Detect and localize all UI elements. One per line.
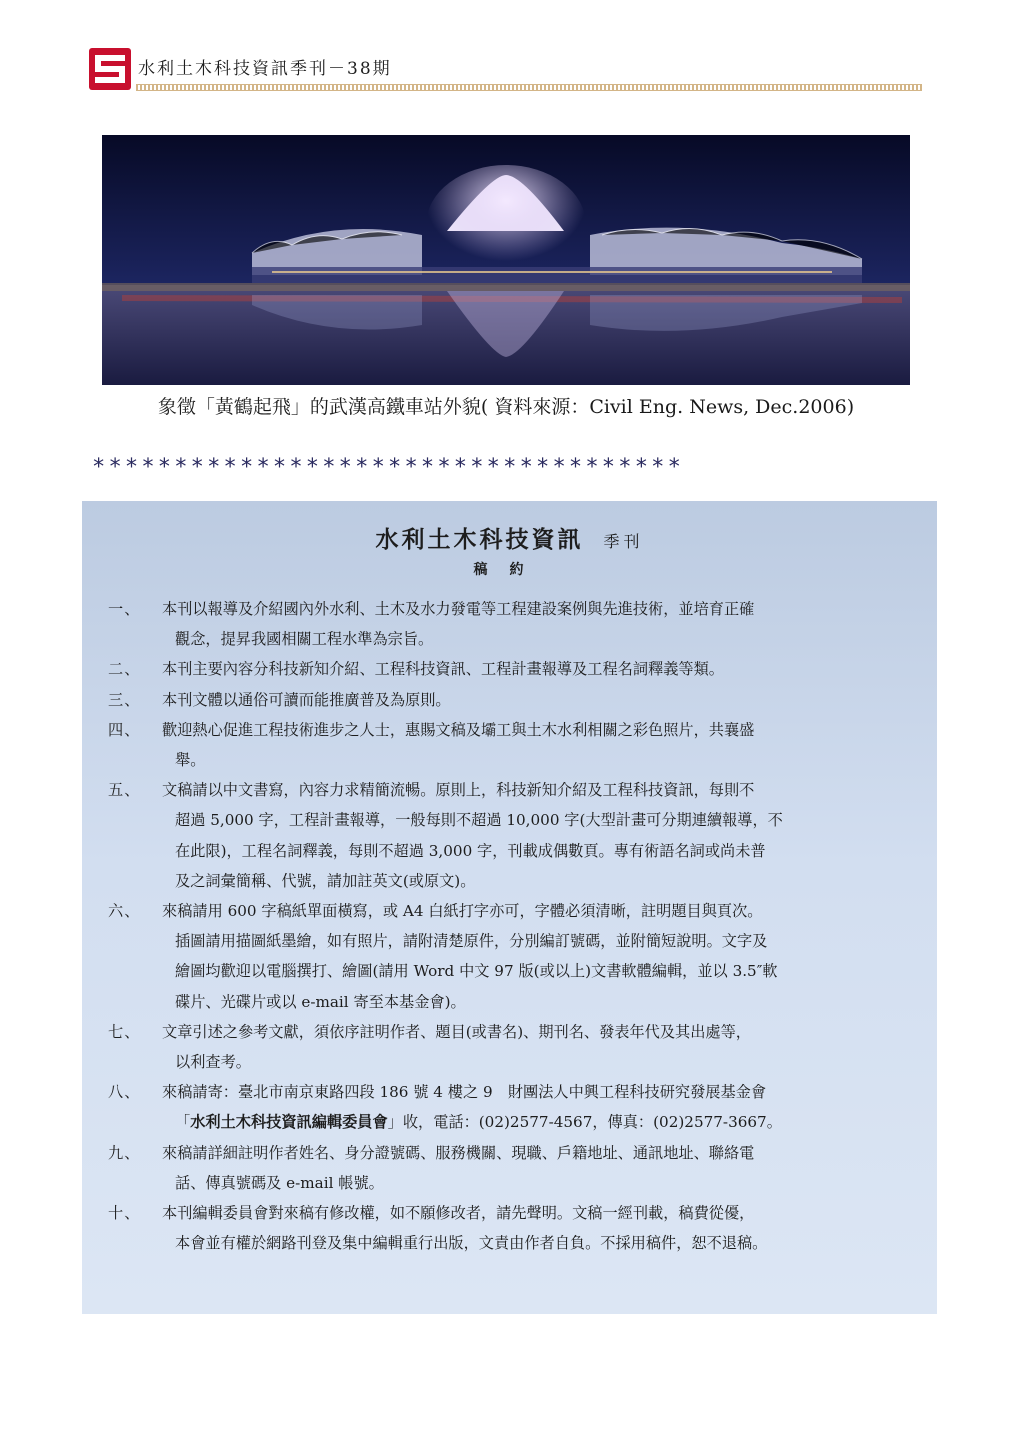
guideline-number: 七、 (108, 1022, 141, 1041)
guideline-item-3 (108, 685, 922, 715)
asterisk-separator: ************************************ (92, 455, 685, 480)
guideline-text: 碟片、光碟片或以 e-mail 寄至本基金會)。 (175, 992, 466, 1011)
contact-numbers: 」收，電話：(02)2577-4567，傳真：(02)2577-3667。 (387, 1113, 782, 1132)
quote-open: 「 (175, 1113, 191, 1132)
guideline-text: 文章引述之參考文獻，須依序註明作者、題目(或書名)、期刊名、發表年代及其出處等， (162, 1022, 751, 1041)
guideline-number: 九、 (108, 1143, 141, 1162)
panel-title (82, 521, 937, 554)
guideline-item-10 (108, 1198, 922, 1258)
guideline-text: 歡迎熱心促進工程技術進步之人士，惠賜文稿及壩工與土木水利相關之彩色照片，共襄盛 (162, 720, 755, 739)
guideline-text: 本刊文體以通俗可讀而能推廣普及為原則。 (162, 690, 451, 709)
guideline-text: 來稿請詳細註明作者姓名、身分證號碼、服務機關、現職、戶籍地址、通訊地址、聯絡電 (162, 1143, 755, 1162)
guideline-text: 來稿請用 600 字稿紙單面橫寫，或 A4 白紙打字亦可，字體必須清晰，註明題目與頁次。 (162, 902, 763, 921)
guideline-number: 十、 (108, 1204, 141, 1223)
guideline-text: 超過 5,000 字，工程計畫報導，一般每則不超過 10,000 字(大型計畫可分期連續報導，不 (175, 811, 783, 830)
guideline-number: 八、 (108, 1083, 141, 1102)
journal-title: 水利土木科技資訊季刊－38期 (138, 59, 392, 79)
panel-title-suffix: 季刊 (603, 532, 644, 551)
photo-caption: 象徵「黃鶴起飛」的武漢高鐵車站外貌( 資料來源：Civil Eng. News, Dec.2006) (157, 396, 855, 418)
guideline-item-9 (108, 1138, 922, 1198)
guideline-text: 以利查考。 (175, 1053, 251, 1072)
guideline-item-8 (108, 1077, 922, 1137)
guideline-list (108, 594, 922, 1258)
guideline-text: 繪圖均歡迎以電腦撰打、繪圖(請用 Word 中文 97 版(或以上)文書軟體編輯，並以 3.5″軟 (175, 962, 778, 981)
guideline-text: 插圖請用描圖紙墨繪，如有照片，請附清楚原件，分別編訂號碼，並附簡短說明。文字及 (175, 932, 768, 951)
guideline-text-contact (162, 1107, 922, 1137)
guideline-text: 話、傳真號碼及 e-mail 帳號。 (175, 1173, 384, 1192)
guideline-text: 舉。 (175, 751, 206, 770)
guideline-item-5 (108, 775, 922, 896)
guideline-text: 本會並有權於網路刊登及集中編輯重行出版，文責由作者自負。不採用稿件，恕不退稿。 (175, 1234, 768, 1253)
station-photo (102, 135, 910, 385)
guideline-text: 在此限)，工程名詞釋義，每則不超過 3,000 字，刊載成偶數頁。專有術語名詞或尚未普 (175, 841, 766, 860)
panel-subtitle: 稿約 (473, 562, 546, 578)
guideline-number: 四、 (108, 720, 141, 739)
guideline-number: 二、 (108, 660, 141, 679)
header-divider (136, 84, 922, 91)
page-header (88, 44, 924, 96)
guideline-number: 五、 (108, 781, 141, 800)
guideline-text: 及之詞彙簡稱、代號，請加註英文(或原文)。 (175, 871, 476, 890)
guideline-text: 本刊編輯委員會對來稿有修改權，如不願修改者，請先聲明。文稿一經刊載，稿費從優， (162, 1204, 755, 1223)
guideline-text: 文稿請以中文書寫，內容力求精簡流暢。原則上，科技新知介紹及工程科技資訊，每則不 (162, 781, 755, 800)
guideline-item-7 (108, 1017, 922, 1077)
guideline-number: 六、 (108, 902, 141, 921)
guideline-text: 本刊以報導及介紹國內外水利、土木及水力發電等工程建設案例與先進技術，並培育正確 (162, 600, 755, 618)
guideline-text: 來稿請寄：臺北市南京東路四段 186 號 4 樓之 9 財團法人中興工程科技研究發展基金會 (162, 1083, 767, 1102)
panel-title-main: 水利土木科技資訊 (375, 526, 584, 553)
journal-logo-icon (88, 47, 132, 91)
guideline-text: 觀念，提昇我國相關工程水準為宗旨。 (175, 630, 434, 649)
guideline-number: 一、 (108, 600, 141, 618)
guideline-item-4 (108, 715, 922, 775)
guideline-item-6 (108, 896, 922, 1017)
committee-name: 水利土木科技資訊編輯委員會 (190, 1113, 388, 1132)
guideline-text: 本刊主要內容分科技新知介紹、工程科技資訊、工程計畫報導及工程名詞釋義等類。 (162, 660, 724, 679)
guideline-number: 三、 (108, 690, 141, 709)
submission-guidelines-panel (82, 501, 937, 1314)
guideline-item-1 (108, 594, 922, 654)
guideline-item-2 (108, 654, 922, 684)
